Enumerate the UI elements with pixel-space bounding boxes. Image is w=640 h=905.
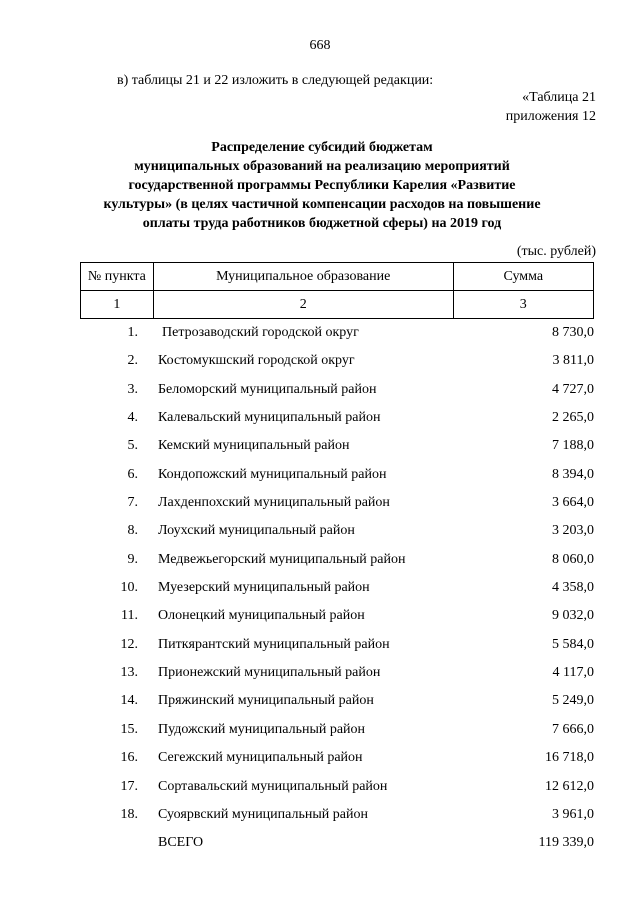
row-sum: 3 811,0: [552, 353, 594, 369]
row-municipality: Беломорский муниципальный район: [158, 381, 377, 397]
document-title: [60, 138, 584, 233]
row-number: 16.: [120, 750, 138, 766]
table-body: [80, 319, 594, 857]
total-sum: 119 339,0: [538, 835, 594, 851]
row-municipality: Суоярвский муниципальный район: [158, 806, 368, 822]
row-number: 15.: [120, 721, 138, 737]
row-number: 6.: [127, 466, 138, 482]
table-row: [80, 517, 594, 545]
row-municipality: Кондопожский муниципальный район: [158, 466, 387, 482]
table-row: [80, 404, 594, 432]
table-row: [80, 744, 594, 772]
table-row: [80, 574, 594, 602]
table-row: [80, 376, 594, 404]
row-number: 8.: [127, 523, 138, 539]
row-sum: 8 060,0: [552, 551, 594, 567]
header-index-2: 2: [153, 291, 453, 319]
title-line: муниципальных образований на реализацию мероприятий: [134, 159, 510, 174]
page-number: 668: [309, 38, 331, 53]
row-municipality: Лоухский муниципальный район: [158, 523, 355, 539]
header-index-1: 1: [81, 291, 154, 319]
table-row: [80, 546, 594, 574]
row-sum: 3 961,0: [552, 806, 594, 822]
row-number: 17.: [120, 778, 138, 794]
row-sum: 4 117,0: [552, 665, 594, 681]
row-sum: 2 265,0: [552, 410, 594, 426]
table-header: [80, 262, 594, 319]
header-row: [81, 263, 594, 291]
intro-text: в) таблицы 21 и 22 изложить в следующей редакции:: [117, 73, 434, 88]
row-municipality: Пудожский муниципальный район: [158, 721, 366, 737]
table-row: [80, 687, 594, 715]
table-row: [80, 716, 594, 744]
row-municipality: Прионежский муниципальный район: [158, 665, 381, 681]
row-municipality: Пряжинский муниципальный район: [158, 693, 374, 709]
row-number: 3.: [127, 381, 138, 397]
header-col-municipality: Муниципальное образование: [153, 263, 453, 291]
title-line: государственной программы Республики Карелия «Развитие: [128, 178, 516, 193]
row-municipality: Калевальский муниципальный район: [158, 410, 381, 426]
title-line: культуры» (в целях частичной компенсации расходов на повышение: [103, 197, 541, 212]
row-sum: 8 730,0: [552, 325, 594, 340]
table-row: [80, 347, 594, 375]
row-number: 11.: [121, 608, 138, 624]
row-sum: 7 666,0: [552, 721, 594, 737]
table-row: [80, 602, 594, 630]
row-number: 14.: [120, 693, 138, 709]
table-row: [80, 489, 594, 517]
row-number: 1.: [127, 325, 138, 340]
table-row: [80, 461, 594, 489]
total-label: ВСЕГО: [158, 835, 204, 851]
row-sum: 4 727,0: [552, 381, 594, 397]
row-sum: 16 718,0: [545, 750, 594, 766]
total-row: [80, 829, 594, 857]
row-sum: 9 032,0: [552, 608, 594, 624]
units-label: (тыс. рублей): [516, 244, 596, 259]
row-municipality: Костомукшский городской округ: [158, 353, 355, 369]
row-sum: 3 203,0: [552, 523, 594, 539]
row-municipality: Петрозаводский городской округ: [162, 325, 359, 340]
row-number: 18.: [120, 806, 138, 822]
row-sum: 12 612,0: [545, 778, 594, 794]
row-municipality: Сегежский муниципальный район: [158, 750, 363, 766]
row-municipality: Лахденпохский муниципальный район: [158, 495, 390, 511]
header-index-row: [81, 291, 594, 319]
row-number: 9.: [127, 551, 138, 567]
header-col-sum: Сумма: [453, 263, 593, 291]
row-number: 2.: [127, 353, 138, 369]
table-reference-line2: приложения 12: [505, 109, 596, 124]
row-municipality: Питкярантский муниципальный район: [158, 636, 390, 652]
table-row: [80, 432, 594, 460]
row-number: 12.: [120, 636, 138, 652]
row-municipality: Муезерский муниципальный район: [158, 580, 370, 596]
row-sum: 4 358,0: [552, 580, 594, 596]
table-row: [80, 801, 594, 829]
row-number: 13.: [120, 665, 138, 681]
table-row: [80, 773, 594, 801]
title-line: Распределение субсидий бюджетам: [211, 140, 433, 155]
row-number: 7.: [127, 495, 138, 511]
table-row: [80, 631, 594, 659]
table-row: [80, 659, 594, 687]
title-line: оплаты труда работников бюджетной сферы) на 2019 год: [142, 216, 502, 231]
row-municipality: Кемский муниципальный район: [158, 438, 350, 454]
row-sum: 5 584,0: [552, 636, 594, 652]
table-reference-line1: «Таблица 21: [522, 90, 596, 105]
table-reference: [506, 88, 596, 126]
header-index-3: 3: [453, 291, 593, 319]
row-sum: 8 394,0: [552, 466, 594, 482]
row-sum: 3 664,0: [552, 495, 594, 511]
row-sum: 7 188,0: [552, 438, 594, 454]
row-sum: 5 249,0: [552, 693, 594, 709]
row-number: 4.: [127, 410, 138, 426]
row-municipality: Олонецкий муниципальный район: [158, 608, 365, 624]
header-col-number: № пункта: [81, 263, 154, 291]
row-number: 10.: [120, 580, 138, 596]
table-row: [80, 319, 594, 347]
row-municipality: Медвежьегорский муниципальный район: [158, 551, 406, 567]
row-municipality: Сортавальский муниципальный район: [158, 778, 388, 794]
row-number: 5.: [127, 438, 138, 454]
